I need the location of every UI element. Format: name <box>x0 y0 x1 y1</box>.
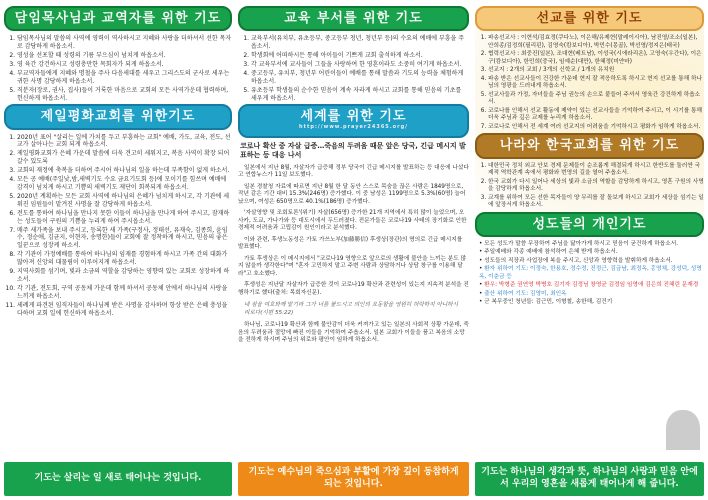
list-item: 10. 각 기관, 전도회, 구역 공동체 가운데 함께 하셔서 공동체 안에서 하나님의 사랑을 느끼게 하옵소서. <box>17 285 232 301</box>
list-item: 2. 영성을 선포할 때 성령의 기름 부으심이 넘치게 하옵소서. <box>17 52 232 60</box>
list-item: 1. 교육부서(유치부, 유초등부, 중고등부 청년, 청년부 등)의 수요의 예배에 부흥을 주옵소서. <box>251 35 469 51</box>
list-item: 3. 교회의 재정에 축복을 더하여 주시어 하나님의 일을 하는데 부족함이 없게 하소서. <box>17 167 232 175</box>
world-prayer-title: 세계를 위한 기도 <box>300 109 407 125</box>
list-item: 5. 직분자(장로, 권사, 집사)들이 거룩한 마음으로 교회의 모든 사역가운데 협력하며, 헌신하게 하옵소서. <box>17 87 232 103</box>
footer-quote-right: 기도는 하나님의 생각과 뜻, 하나님의 사랑과 믿음 안에서 우리의 영혼을 새롭게 태어나게 해 줍니다. <box>475 462 704 496</box>
education-prayer-list <box>238 35 469 102</box>
list-item: 2. 한국 교회가 다시 일어나 세상의 빛과 소금의 역할을 감당하게 하시고, 영혼 구원의 사명을 감당하게 하옵소서. <box>488 179 704 194</box>
list-item: 1. 담임목사님의 말씀의 사역에 영력이 역사하시고 지혜와 사랑을 더하셔서 선한 목자로 감당하게 하옵소서. <box>17 35 232 51</box>
list-item: 6. 코로나를 인해서 선교 활동에 제약이 있는 선교사들을 기억하여 주시고, 이 시기를 통해 더욱 주님과 깊은 교제를 누리게 하옵소서. <box>488 108 704 123</box>
world-prayer-header <box>238 104 469 138</box>
list-item: 1. 대한민국 정치 외교 안보 경제 문제들이 순조롭게 해결되게 하시고 한반도를 둘러싼 국제적 역학관계 속에서 평화와 번영의 길을 열어 주옵소서. <box>488 163 704 178</box>
prayer-url[interactable]: http://www.prayer24365.org/ <box>299 123 408 130</box>
list-item: 11. 세례게 파견된 임직자들이 하나님께 받은 사명을 감사하며 항상 받은 은혜 충성을 다하며 교회 일에 헌신하게 하옵소서. <box>17 302 232 318</box>
pastor-prayer-list <box>4 35 232 102</box>
bible-verse: 네 점을 여호와께 맡기라 그가 너를 붙드시고 의인의 요동함을 영원히 허락하지 아니하시리로다(시편 55:22) <box>244 302 459 316</box>
prayer-paragraph: 하나님, 코로나19 확산과 함께 불안감이 더욱 커져가고 있는 일본의 사회적 상황 가운데, 죽음의 두려움과 절망에 빠진 이들을 기억하여 주옵소서. 일본 교회가 이들을 품고 복음의 소망을 전하게 하시며 주님의 위로와 평안이 임하게 하옵소서. <box>238 322 469 344</box>
church-prayer-list <box>4 134 232 318</box>
list-item: • 성도들의 직장과 사업장에 복을 주시고, 신앙과 영향력을 발휘하게 하옵소서. <box>479 257 673 264</box>
news-paragraph: 가토 후생상은 이 메시지에서 "코로나19 영향으로 앞으로의 생활에 불안을 느끼는 분도 많지 않을까 생각한다"며 "혼자 고민하지 말고 주변 사람과 상담하거나 상담 창구를 이용해 달라"고 호소했다. <box>238 255 467 277</box>
column-left <box>4 4 232 496</box>
list-item: 5. 선교사들과 가정, 자녀들을 주님 권능의 손으로 붙들어 주셔서 영육간 강건하게 하옵소서. <box>488 92 704 107</box>
list-item: 5. 유초등부 학생들의 순수한 믿음이 계속 자라게 하시고 교회를 통해 믿음의 기초를 세우게 하옵소서. <box>251 87 469 103</box>
list-item: 3. 각 교육부서에 교사들이 그들을 사랑하여 한 영혼이라도 소중히 여기게 하옵소서. <box>251 61 469 69</box>
nation-prayer-list <box>475 163 704 210</box>
list-item: • 출산 위하여 기도: 김영미, 최인옥 <box>479 290 567 297</box>
list-item: • 주일예배와 각종 예배에 참석하여 은혜 받게 하옵소서. <box>479 249 618 256</box>
list-item: 3. 교계를 위하여 모든 선한 목자들이 양 무리를 잘 돌보게 하시고 교회가 세상을 섬기는 일에 앞장서게 하옵소서. <box>488 195 704 210</box>
column-right <box>475 4 704 496</box>
nation-prayer-header: 나라와 한국교회를 위한 기도 <box>475 133 704 158</box>
list-item: • 모든 성도가 말씀 무장하여 주님을 닮아가게 하시고 믿음이 굳건하게 하옵소서. <box>479 240 679 247</box>
list-item: 2. 제일평화교회가 은혜 가운데 말씀에 더욱 견고히 세워지고, 복음 사역이 확장 되어 갈수 있도록 <box>17 150 232 166</box>
education-prayer-header: 교육 부서를 위한 기도 <box>238 6 469 31</box>
list-item: 8. 각 기관이 가정예배를 통하여 하나님의 임재를 경험하게 하시고 가족 간의 대화가 많아져 신앙의 대물림이 이루어지게 하옵소서. <box>17 251 232 267</box>
list-item: 1. 2020년 표어 "살리는 일에 가치를 두고 부흥하는 교회" 예배, 가도, 교육, 전도, 선교가 살아나는 교회 되게 하옵소서. <box>17 134 232 150</box>
mission-prayer-header: 선교를 위한 기도 <box>475 6 704 31</box>
footer-quote-middle: 기도는 예수님의 죽으심과 부활에 가장 깊이 동참하게 되는 것입니다. <box>238 462 469 496</box>
list-item: 1. 파송선교사 : 이현석/김효정(쿠다노), 이은해/유제현(말레이시아), 남진영/조소(일본), 안희종/김정희(필리핀), 김영숙(캄보디아), 박민수(몽골), 박선영/정지은(태국) <box>488 35 704 50</box>
list-item: 2. 협력선교사 : 최중진(일본), 조대현(베트남), 이성국(시에라리온), 고영숙(우간다), 이은구(캄보디아), 한민희(중국), 임예순(대만), 한혜정(미얀마) <box>488 51 704 66</box>
list-item: 7. 코로나로 인해서 전 세계 여러 선교지의 어려움을 기억하시고 평화가 임하게 하옵소서. <box>488 124 704 132</box>
personal-prayer-header: 성도들의 개인기도 <box>475 212 704 237</box>
list-item: • 환우: 박형준 권연영 박병호 김기자 김정님 창영균 김정임 임영애 김은희 진혜린 문재경 <box>479 282 699 289</box>
news-headline: 코로나 확산 중 자살 급증…죽음의 두려움 때문 앞은 당국, 긴급 메시지 발표하는 등 대응 나서 <box>240 142 466 160</box>
column-middle <box>238 4 469 496</box>
list-item: 4. 모든 공 예배(주일낮,밤,새벽기도 수요 금요기도회 등)에 모이기를 힘쓰며 예배에 감격이 넘치게 하시고 기쁨의 새벽기도 제단이 회복되게 하옵소서. <box>17 176 232 192</box>
church-prayer-header: 제일평화교회를 위한기도 <box>4 104 232 129</box>
news-paragraph: 이와 관련, 후생노동성은 가토 가쓰노부(加藤勝信) 후생상(장관)의 명의로 긴급 메시지를 발표했다. <box>238 236 463 251</box>
list-item: 2. 학생회에 어떠하시든 통해 아이들이 기쁘게 교회 출석하게 하소서. <box>251 52 469 60</box>
dove-image <box>666 410 700 450</box>
list-item: 4. 부교역자들에게 지혜와 명철을 주사 다음세대를 세우고 그리스도의 군사로 세우는 귀한 사명 감당하게 하옵소서. <box>17 70 232 86</box>
list-item: 7. 매주 새가족을 보내 주시고, 등록한 새 가족(구정사, 정태선, 유재숙, 김종희, 윤임수, 정순애, 김균지, 이현자, 송명한)들이 교회에 잘 정착하게 하시고, 믿음의 좋은 일꾼으로 성장케 하소서. <box>17 227 232 251</box>
footer-quote-left: 기도는 살리는 일 새로 태어나는 것입니다. <box>4 462 232 496</box>
list-item: 3. 선교지 : 2개의 교회 / 3개의 신학교 / 1개의 유치원 <box>488 67 704 75</box>
news-paragraph: 일본 경찰청 자료에 따르면 지난 8월 한 달 동안 스스로 목숨을 끊은 사람은 1849명으로, 작년 같은 기간 대비 15.3%(246명) 증가했다. 이 중 남성은 1199명으로 5.3%(60명) 늘어났으며, 여성은 650명으로 40.1%(186명) 증가했다. <box>238 183 466 205</box>
list-item: • 군 복무중인 청년들: 김근민, 이형철, 송한해, 김건기 <box>479 299 613 306</box>
list-item: 4. 파송 받은 선교사들이 건강한 가운데 현지 잘 적응하도록 하시고 현지 선교를 통해 하나님의 영광을 드러내게 하옵소서. <box>488 76 704 91</box>
list-item: 6. 전도를 통하여 하나님을 만나지 못한 이들이 하나님을 만나게 하여 주시고, 잠재하는 성도들이 구원의 기쁨을 누리게 하여 주시옵소서. <box>17 210 232 226</box>
list-item: • 환자 위하여 기도: 이정숙, 한용호, 정수정, 진정근, 김금남, 최정옥, 홍영채, 강성덕, 성명옥, 이춘금 등 <box>479 266 702 280</box>
list-item: 9. 지역사회를 섬기며, 빛과 소금의 역할을 감당하는 영향력 있는 교회로 성장하게 하소서. <box>17 268 232 284</box>
mission-prayer-list <box>475 35 704 131</box>
personal-prayer-list <box>475 241 704 307</box>
news-paragraph: '자살영향 및 조회토론'(위기) 자살(656명) 증가한 21개 지역에서 특히 많이 늘었으며, 오사카, 도쿄, 가나가와 등 대도시에서 두드러졌다. 전문가들은 코로나19 사태의 장기화로 인한 경제적 어려움과 고립감이 원인이라고 분석했다. <box>238 210 467 232</box>
news-paragraph: 후생성은 지난달 자살자가 급증한 것이 코로나19 확산과 관련성이 있는지 지속적 분석을 진행하기로 했다(출처: 목회자신문). <box>238 282 469 296</box>
list-item: 5. 2020년 계획하는 모든 교회 사역에 하나님의 은혜가 넘치게 하시고, 각 기관에 세워진 임원들이 맡겨진 사명을 잘 감당하게 하옵소서. <box>17 193 232 209</box>
list-item: 3. 영 육간 강건하시고 성령충만한 목회자가 되게 하옵소서. <box>17 61 232 69</box>
pastor-prayer-header: 담임목사님과 교역자를 위한 기도 <box>4 6 232 31</box>
news-paragraph: 일본에서 지난 8월, 자살자가 급증해 정부 당국이 긴급 메시지를 발표하는 등 대응에 나섰다고 연합뉴스가 11일 보도했다. <box>238 164 469 179</box>
list-item: 4. 중고등부, 유치부, 청년부 어린이들이 예배를 통해 말씀과 기도의 능력을 체험하게 하옵소서. <box>251 70 469 86</box>
